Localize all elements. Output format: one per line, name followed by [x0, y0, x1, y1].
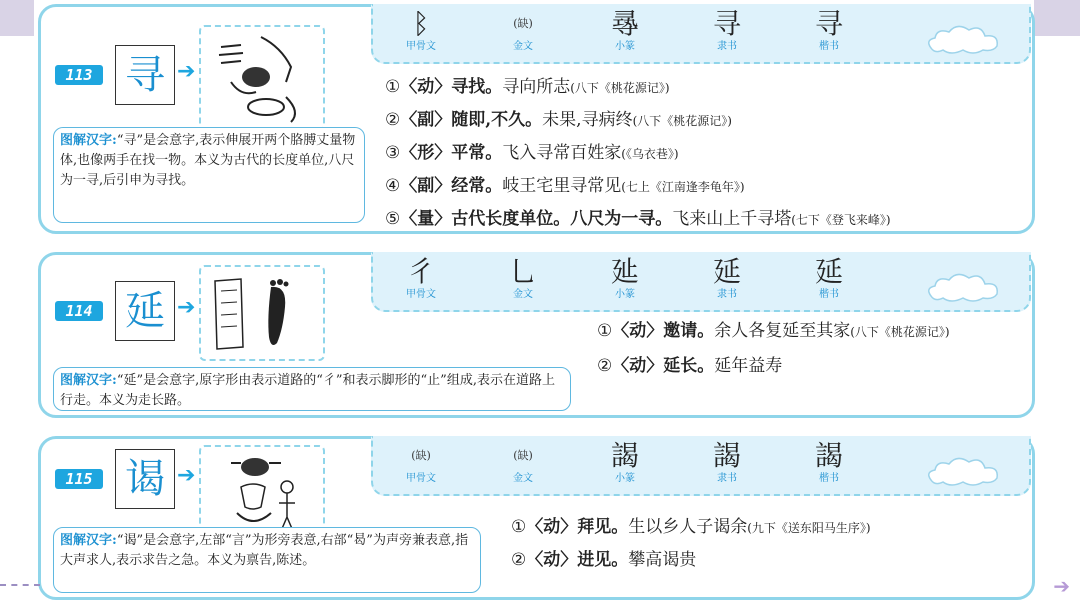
- definition-row: ②〈副〉随即,不久。未果,寻病终(八下《桃花源记》): [385, 110, 732, 130]
- arrow-right-icon: ➔: [177, 463, 196, 488]
- definitions-list: [597, 317, 1027, 382]
- script-clerical: [687, 8, 767, 54]
- script-glyph: (缺): [411, 449, 431, 462]
- headword-char: 延: [115, 281, 175, 341]
- cloud-icon: [923, 266, 1013, 306]
- script-label: 甲骨文: [406, 473, 436, 484]
- script-glyph: 寻: [712, 7, 741, 40]
- entry-card-114: [38, 252, 1035, 418]
- explanation-text: “谒”是会意字,左部“言”为形旁表意,右部“曷”为声旁兼表意,指大声求人,表示求告之急。本义为禀告,陈述。: [60, 533, 469, 568]
- script-glyph: 彳: [406, 255, 435, 288]
- script-glyph: 延: [814, 255, 843, 288]
- next-arrow-icon[interactable]: ➔: [1053, 574, 1070, 598]
- script-glyph: 謁: [712, 439, 741, 472]
- script-glyph: 㝷: [610, 7, 639, 40]
- definition-row: ⑤〈量〉古代长度单位。八尺为一寻。飞来山上千寻塔(七下《登飞来峰》): [385, 209, 891, 229]
- explanation-text: “延”是会意字,原字形由表示道路的“彳”和表示脚形的“止”组成,表示在道路上行走。本义为走长路。: [60, 373, 555, 408]
- script-seal: [585, 440, 665, 486]
- script-label: 楷书: [819, 473, 839, 484]
- script-label: 楷书: [819, 289, 839, 300]
- script-oracle: [381, 440, 461, 486]
- explanation-text: “寻”是会意字,表示伸展开两个胳膊丈量物体,也像两手在找一物。本义为古代的长度单位,八尺为一寻,后引申为寻找。: [60, 133, 356, 188]
- script-bronze: [483, 8, 563, 54]
- script-glyph: 㢟: [610, 255, 639, 288]
- entry-number-badge: 113: [55, 65, 103, 85]
- script-glyph: 寻: [814, 7, 843, 40]
- definition-row: ①〈动〉邀请。余人各复延至其家(八下《桃花源记》): [597, 321, 950, 341]
- definition-row: ①〈动〉拜见。生以乡人子谒余(九下《送东阳马生序》): [511, 517, 871, 537]
- script-label: 小篆: [615, 41, 635, 52]
- script-oracle: [381, 256, 461, 302]
- script-seal: [585, 8, 665, 54]
- explanation-label: 图解汉字:: [60, 133, 117, 148]
- entry-number-badge: 115: [55, 469, 103, 489]
- script-bronze: [483, 440, 563, 486]
- explanation-box: [53, 527, 481, 593]
- cloud-icon: [923, 18, 1013, 58]
- definition-row: ③〈形〉平常。飞入寻常百姓家(《乌衣巷》): [385, 143, 679, 163]
- definition-row: ④〈副〉经常。岐王宅里寻常见(七上《江南逢李龟年》): [385, 176, 745, 196]
- definition-row: ②〈动〉进见。攀高谒贵: [511, 550, 697, 570]
- script-glyph: 延: [712, 255, 741, 288]
- script-label: 隶书: [717, 41, 737, 52]
- script-label: 隶书: [717, 289, 737, 300]
- script-label: 金文: [513, 41, 533, 52]
- script-seal: [585, 256, 665, 302]
- script-regular: [789, 440, 869, 486]
- script-label: 隶书: [717, 473, 737, 484]
- script-label: 金文: [513, 289, 533, 300]
- script-regular: [789, 256, 869, 302]
- script-label: 楷书: [819, 41, 839, 52]
- script-label: 小篆: [615, 473, 635, 484]
- definitions-list: [385, 71, 891, 236]
- script-evolution-strip: [371, 252, 1031, 312]
- explanation-label: 图解汉字:: [60, 533, 117, 548]
- headword-char: 谒: [115, 449, 175, 509]
- script-glyph: ᛒ: [412, 7, 430, 40]
- script-label: 甲骨文: [406, 289, 436, 300]
- script-label: 金文: [513, 473, 533, 484]
- definition-row: ①〈动〉寻找。寻向所志(八下《桃花源记》): [385, 77, 670, 97]
- entry-number-badge: 114: [55, 301, 103, 321]
- script-evolution-strip: [371, 436, 1031, 496]
- script-clerical: [687, 440, 767, 486]
- arrow-right-icon: ➔: [177, 295, 196, 320]
- cloud-icon: [923, 450, 1013, 490]
- script-label: 甲骨文: [406, 41, 436, 52]
- illustration-image: [199, 25, 325, 131]
- explanation-label: 图解汉字:: [60, 373, 117, 388]
- script-oracle: [381, 8, 461, 54]
- script-evolution-strip: [371, 4, 1031, 64]
- entry-card-113: [38, 4, 1035, 234]
- script-glyph: 謁: [610, 439, 639, 472]
- explanation-box: [53, 127, 365, 223]
- definitions-list: [511, 511, 871, 576]
- script-glyph: (缺): [513, 449, 533, 462]
- headword-char: 寻: [115, 45, 175, 105]
- script-label: 小篆: [615, 289, 635, 300]
- script-clerical: [687, 256, 767, 302]
- illustration-image: [199, 265, 325, 361]
- definition-row: ②〈动〉延长。延年益寿: [597, 356, 783, 376]
- script-regular: [789, 8, 869, 54]
- bottom-dashed-line: [0, 584, 40, 586]
- explanation-box: [53, 367, 571, 411]
- entry-card-115: [38, 436, 1035, 600]
- script-glyph: 乚: [508, 255, 537, 288]
- arrow-right-icon: ➔: [177, 59, 196, 84]
- script-glyph: (缺): [513, 17, 533, 30]
- script-glyph: 謁: [814, 439, 843, 472]
- script-bronze: [483, 256, 563, 302]
